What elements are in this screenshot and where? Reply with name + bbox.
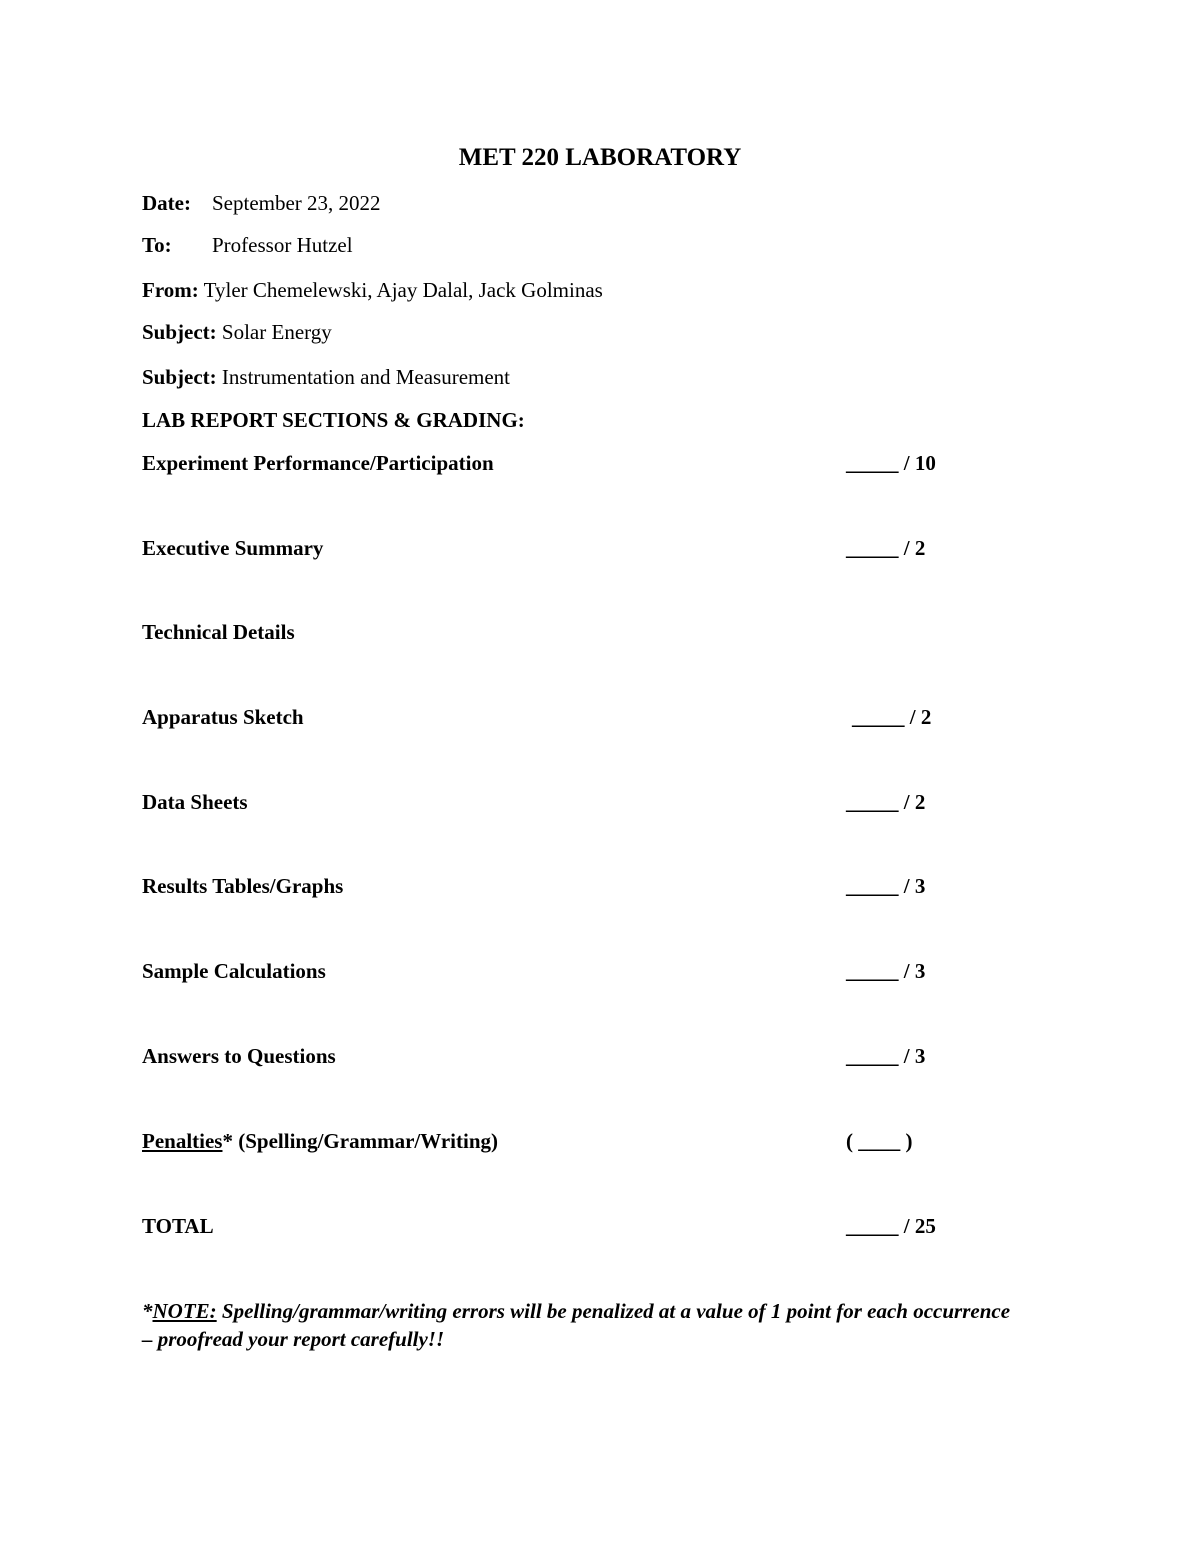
from-label: From:	[142, 278, 199, 302]
grade-row-technical-details	[142, 619, 972, 645]
grade-score: _____ / 3	[846, 874, 926, 898]
penalty-note	[142, 1297, 1022, 1353]
grade-row-total	[142, 1213, 972, 1239]
subject-label-2: Subject:	[142, 365, 217, 389]
grade-score: _____ / 3	[846, 1044, 926, 1068]
grade-row-results-tables-graphs	[142, 873, 972, 899]
grade-row-apparatus-sketch	[142, 704, 972, 730]
grade-score: _____ / 2	[846, 536, 926, 560]
grade-row-sample-calculations	[142, 958, 972, 984]
penalties-label-underlined: Penalties	[142, 1129, 223, 1153]
memo-subject-line-1	[142, 319, 332, 345]
subject-label-1: Subject:	[142, 320, 217, 344]
sections-heading: LAB REPORT SECTIONS & GRADING:	[142, 408, 525, 432]
note-asterisk: *	[142, 1299, 153, 1323]
date-value: September 23, 2022	[212, 191, 381, 215]
subject-value-2: Instrumentation and Measurement	[221, 365, 511, 389]
grade-label: Technical Details	[142, 620, 295, 644]
memo-date-line	[142, 190, 381, 216]
grade-score: _____ / 10	[846, 451, 936, 475]
grade-label	[142, 1128, 498, 1154]
grade-row-penalties	[142, 1128, 972, 1154]
grade-row-answers-to-questions	[142, 1043, 972, 1069]
document-title: MET 220 LABORATORY	[458, 144, 742, 171]
grade-score: _____ / 2	[852, 705, 932, 729]
grade-label: Answers to Questions	[142, 1044, 336, 1068]
penalties-label-rest: * (Spelling/Grammar/Writing)	[222, 1129, 498, 1153]
grade-label: Executive Summary	[142, 536, 324, 560]
from-value: Tyler Chemelewski, Ajay Dalal, Jack Golminas	[203, 278, 603, 302]
note-label: NOTE:	[152, 1299, 217, 1323]
grade-label: Results Tables/Graphs	[142, 874, 344, 898]
note-text: Spelling/grammar/writing errors will be penalized at a value of 1 point for each occurrence – proofread your report carefully!!	[142, 1299, 1011, 1351]
grade-row-data-sheets	[142, 789, 972, 815]
to-label: To:	[142, 233, 172, 257]
grade-label: TOTAL	[142, 1214, 214, 1238]
grade-label: Data Sheets	[142, 790, 248, 814]
to-value: Professor Hutzel	[212, 233, 353, 257]
grade-label: Apparatus Sketch	[142, 705, 304, 729]
grade-label: Sample Calculations	[142, 959, 326, 983]
grade-score: _____ / 3	[846, 959, 926, 983]
date-label: Date:	[142, 191, 191, 215]
memo-from-line	[142, 277, 603, 303]
grade-row-experiment-performance	[142, 450, 972, 476]
memo-to-line	[142, 232, 353, 258]
subject-value-1: Solar Energy	[221, 320, 332, 344]
memo-subject-line-2	[142, 364, 510, 390]
grade-score: _____ / 25	[846, 1214, 936, 1238]
grade-score: ( ____ )	[846, 1129, 913, 1153]
grade-row-executive-summary	[142, 535, 972, 561]
grade-label: Experiment Performance/Participation	[142, 451, 494, 475]
grade-score: _____ / 2	[846, 790, 926, 814]
